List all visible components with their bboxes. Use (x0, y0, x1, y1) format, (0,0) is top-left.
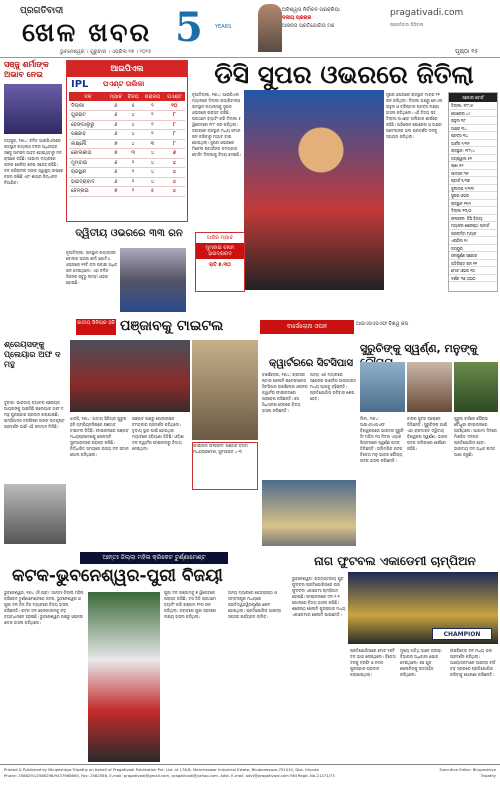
table-row (69, 101, 185, 111)
table-cell: ୪ (125, 120, 141, 130)
table-cell: ୪ (141, 168, 163, 178)
table-cell: ୪ (141, 149, 163, 159)
sidebar-photo (4, 84, 62, 134)
table-cell: ରାଜସ୍ଥାନ (69, 168, 107, 178)
table-cell: ହାଇଦ୍ରାବାଦ (69, 177, 107, 187)
football-col1: ଭୁବନେଶ୍ୱର: ରାଜ୍ୟସ୍ତରୀୟ ଯୁବ ଫୁଟବଲ ପ୍ରତିଯୋଗିତାରେ ନାଗ ଫୁଟବଲ ଏକାଡେମୀ ଚାମ୍ପିଅନ ହୋଇଛି। ଫାଇନାଲରେ ଦଳ ୨-୧ ଗୋଲରେ ବିଜୟ ହାସଲ କରିଛି। ଶ୍ରେଷ୍ଠ ଖେଳାଳି ପୁରସ୍କାର ମଧ୍ୟ ଏକାଡେମୀର ଖେଳାଳି ପାଇଛନ୍ତି। (292, 576, 346, 617)
table-cell: ୪ (141, 177, 163, 187)
tennis-tag: ବାର୍ସେଲୋନା ଓପନ (260, 320, 354, 334)
table-cell: ୪ (125, 111, 141, 121)
scoreboard-header: ସ୍କୋର ବୋର୍ଡ (449, 93, 497, 102)
hockey-headline: ପଞ୍ଜାବକୁ ଟାଇଟଲ (120, 318, 224, 334)
ipl-points-table (66, 60, 188, 222)
main-headline: ଡିସି ସୁପର ଓଭରରେ ଜିତିଲା (214, 60, 474, 89)
scoreboard-row: ଜୟପୁର (449, 245, 497, 253)
table-cell: ୩ (141, 139, 163, 149)
scoreboard-row: ପରବର୍ତ୍ତୀ ମ୍ୟାଚ (449, 230, 497, 238)
ipl-subtitle: ପଏଣ୍ଟ ତାଲିକା (103, 80, 145, 88)
scoreboard-row: ରାଜସ୍ଥାନ: ୧୮୮/୪ (449, 147, 497, 155)
imprint-line2: Phone: 2588291/2588298/9437968665, Fax: 2582586, E-mail: pragativadi@gmail.com, pragativadi@yahoo.com, Advt. E-mail: advt@pragativadi.com RNI Regd. No-21271/73 (4, 773, 335, 778)
table-cell: ୧୦ (164, 101, 185, 111)
section-band (0, 318, 500, 336)
shooting-col2: ଚୀନର ସୁଟର ବ୍ରୋଞ୍ଜ ଜିତିଛନ୍ତି। ସୁରୁଚିଙ୍କ ପାଇଁ ଏହା କ୍ରମାଗତ ଦ୍ୱିତୀୟ ବିଶ୍ୱକପ ସ୍ୱର୍ଣ୍ଣ। ଭାରତ ପଦକ ତାଲିକାରେ ଶୀର୍ଷରେ ରହିଛି। (407, 416, 448, 451)
scoreboard-row: ଅକ୍ଷର ୩୪ (449, 125, 497, 133)
table-cell: ୨ (141, 111, 163, 121)
table-cell: ୬ (107, 158, 125, 168)
table-row (69, 177, 185, 187)
table-header-cell: ମ୍ୟାଚ (107, 92, 125, 101)
table-cell: ୮ (164, 120, 185, 130)
match-info-teams: ମୁମ୍ବାଇ ବନାମ ହାଇଦ୍ରାବାଦ (196, 243, 244, 259)
scoreboard-row: ଆର୍ଚର ୨/୩୨ (449, 140, 497, 148)
table-cell: ୪ (164, 168, 185, 178)
match-info-time: ରାତି ୭.୩୦ (209, 262, 231, 268)
table-cell: ୮ (164, 130, 185, 140)
table-cell: ପଞ୍ଜାବ (69, 130, 107, 140)
match-info-top: ଆଜିର ମ୍ୟାଚ (196, 233, 244, 243)
table-cell: ୨ (141, 120, 163, 130)
women-cricket-col1: ଭୁବନେଶ୍ୱର, ୧୬ା୪ (ନି.ପ୍ର): ଆନ୍ତଃ ଜିଲ୍ଲା ମହିଳା କ୍ରିକେଟ ଟୁର୍ଣ୍ଣାମେଣ୍ଟରେ କଟକ, ଭୁବନେଶ୍ୱର ଓ ପୁରୀ ଦଳ ନିଜ ନିଜ ମ୍ୟାଚରେ ବିଜୟ ହାସଲ କରିଛନ୍ତି। କଟକ ଦଳ ଢେଙ୍କାନାଳକୁ ବଡ଼ ବ୍ୟବଧାନରେ ହରାଇଛି। ଭୁବନେଶ୍ୱର ପକ୍ଷରୁ ଓପନର ଶତକ ହାସଲ କରିଥିଲେ। (4, 590, 84, 625)
anniversary-numeral: 5 (175, 4, 203, 51)
women-cricket-col3: ଅନ୍ୟ ମ୍ୟାଚରେ କେନ୍ଦ୍ରାପଡ଼ା ଓ ସମ୍ବଲପୁର ମଧ୍ୟରେ ପ୍ରତିଦ୍ୱନ୍ଦ୍ୱିତାପୂର୍ଣ୍ଣ ଖେଳ ହୋଇଥିଲା। ପ୍ରତିଯୋଗିତା ଆସନ୍ତା ସପ୍ତାହ ପର୍ଯ୍ୟନ୍ତ ଚାଲିବ। (228, 590, 282, 619)
table-cell: ୨ (125, 187, 141, 197)
table-header-cell: ବିଜୟ (125, 92, 141, 101)
scoreboard-row: ସାମସନ ୩୧ (449, 170, 497, 178)
table-cell: ୨ (141, 130, 163, 140)
scoreboard-row: ମ୍ୟାଚର ଶ୍ରେଷ୍ଠ: ଷ୍ଟାର୍କ (449, 222, 497, 230)
trophy-photo (192, 340, 258, 440)
table-cell: ୭ (107, 149, 125, 159)
promo-red: ଦଳୀୟ ପ୍ରଚାର (282, 15, 312, 21)
award-text: ଦୁବାଇ: ଭାରତୀୟ ବ୍ୟାଟର ଶ୍ରେୟସ ଆୟରଙ୍କୁ ଆଇସିସି ପ୍ଲେୟାର ଅଫ ଦ ମନ୍ଥ ପୁରସ୍କାର ପ୍ରଦାନ କରାଯାଇଛି। ଚାମ୍ପିଅନ୍ସ ଟ୍ରଫିରେ ତାଙ୍କ ଉତ୍କୃଷ୍ଟ ପ୍ରଦର୍ଶନ ପାଇଁ ଏହି ସମ୍ମାନ ମିଳିଛି। (4, 400, 65, 429)
second-headline: ଦ୍ୱିତୀୟ ଓଭରରେ ୩୩ ରନ (75, 228, 183, 239)
table-cell: ଚେନ୍ନାଇ (69, 187, 107, 197)
scoreboard-row: ଏପ୍ରିଲ ୧୯ (449, 237, 497, 245)
table-cell: ଗୁଜରାଟ (69, 111, 107, 121)
second-story-text: ନୂଆଦିଲ୍ଲୀ: ରାଜସ୍ଥାନ ରୟାଲ୍ସର ବୋଲର ସନ୍ଦୀପ ଶର୍ମା ଗୋଟିଏ ଓଭରରେ ୧୧ଟି ବଲ ପକାଇ ଅଧିକ ରନ ଦେଇଥିଲେ। ଏହା ଚଳିତ ସିଜନର ସବୁଠୁ ଲମ୍ବା ଓଭର ହୋଇଛି। (66, 250, 118, 285)
scoreboard-row: ଫଳାଫଳ: ଡିସି ବିଜୟୀ (449, 215, 497, 223)
scoreboard-row: ସୁପର ଓଭର (449, 192, 497, 200)
table-header-cell: ପରାଜୟ (141, 92, 163, 101)
main-story-col2: ସୁପର ଓଭରରେ ରାଜସ୍ଥାନ ମାତ୍ର ୧୧ ରନ କରିଥିଲା। ଦିଲ୍ଲୀ ପକ୍ଷରୁ କେଏଲ ରାହୁଲ ଓ ଟ୍ରିଷ୍ଟାନ ଷ୍ଟବ୍ସ ଲକ୍ଷ୍ୟ ହାସଲ କରିଥିଲେ। ଏହି ବିଜୟ ସହ ଦିଲ୍ଲୀ ପଏଣ୍ଟ ତାଲିକାର ଶୀର୍ଷରେ ରହିଛି। ଅଭିଷେକ ପୋରେଲ ଓ ଅକ୍ଷର ପଟେଲଙ୍କ ଭଲ ପ୍ରଦର୍ଶନ ଦଳକୁ ସହାୟତା କରିଥିଲା। (386, 92, 443, 139)
table-cell: ୮ (164, 111, 185, 121)
table-cell: ଦିଲ୍ଲୀ (69, 101, 107, 111)
table-header-cell: ଦଳ (69, 92, 107, 101)
promo-photo (258, 4, 282, 52)
scoreboard (448, 92, 498, 292)
table-cell: ୭ (107, 187, 125, 197)
table-row (69, 149, 185, 159)
tennis-headline: କ୍ୱାର୍ଟରରେ ସିଟସିପାସ (268, 358, 354, 369)
table-cell: ୪ (164, 187, 185, 197)
shooter-photo (407, 362, 452, 412)
shooter-photo (360, 362, 405, 412)
cricketer-photo (88, 592, 160, 762)
table-cell: ୪ (164, 177, 185, 187)
table-cell: ୨ (125, 158, 141, 168)
women-cricket-tag: ଆନ୍ତଃ ଜିଲ୍ଲା ମହିଳା କ୍ରିକେଟ ଟୁର୍ଣ୍ଣାମେଣ୍ଟ (80, 552, 228, 564)
main-story-col1: ନୂଆଦିଲ୍ଲୀ, ୧୬ା୪: ଆଇପିଏଲ ମ୍ୟାଚରେ ଦିଲ୍ଲୀ କ୍ୟାପିଟାଲ୍ସ ରାଜସ୍ଥାନ ରୟାଲ୍ସକୁ ସୁପର ଓଭରରେ ପରାସ୍ତ କରିଛି। ପ୍ରଥମେ ବ୍ୟାଟିଂ କରି ଦିଲ୍ଲୀ ୫ ୱିକେଟରେ ୧୮୮ ରନ କରିଥିଲା। ଜବାବରେ ରାଜସ୍ଥାନ ମଧ୍ୟ ସମାନ ରନ କରିବାରୁ ମ୍ୟାଚ ଟାଇ ହୋଇଥିଲା। ସୁପର ଓଭରରେ ମିଚେଲ ଷ୍ଟାର୍କଙ୍କ ଚମତ୍କାର ବୋଲିଂ ଦିଲ୍ଲୀକୁ ବିଜୟ ଦେଇଛି। (192, 92, 241, 157)
promo-line: ଅବିଶ୍ୱାସ ନିର୍ବାଚନ ପ୍ରକ୍ରିୟା (282, 7, 340, 13)
shooter-photo (454, 362, 498, 412)
imprint-line1: Printed & Published by Bhupeshkya Tripathy on behalf of Pragativadi Publication Pvt. Ltd. at 178-B, Mancheswar Industrial Estate, Bhubaneswar-751010, Dist. Khurda (4, 767, 319, 772)
scoreboard-row: ଅତିରିକ୍ତ ରନ ୧୧ (449, 260, 497, 268)
scoreboard-row: ମୋଟ ଓଭର ୨୦ (449, 267, 497, 275)
table-cell: ୬ (164, 149, 185, 159)
table-cell: ୬ (107, 177, 125, 187)
table-cell: ୫ (141, 187, 163, 197)
head-promo (282, 6, 377, 30)
shooting-headline: ସୁରୁଚିଙ୍କୁ ସ୍ୱର୍ଣ୍ଣ, ମନୁଙ୍କୁ (360, 342, 478, 355)
scoreboard-row: ଦିଲ୍ଲୀ ୧୩/୦ (449, 207, 497, 215)
shooting-col3: ପୁରୁଷ ବର୍ଗରେ ସୌରଭ ଚୌଧୁରୀ ଫାଇନାଲରେ ପହଞ୍ଚିଥିଲେ। ଆଗାମୀ ଦିନରେ ମିଶ୍ରିତ ଦଳଗତ ପ୍ରତିଯୋଗିତା ହେବ। ଭାରତୀୟ ଦଳ ଅଧିକ ପଦକ ଆଶା କରୁଛି। (454, 416, 497, 457)
main-photo (244, 90, 384, 290)
table-cell: କୋଲକାତା (69, 149, 107, 159)
scoreboard-row: ରାଜସ୍ଥାନ ୧୧/୨ (449, 200, 497, 208)
anniversary-logo (175, 4, 245, 54)
ipl-title: ଆଇପିଏଲ (67, 61, 187, 77)
table-cell: ୮ (164, 139, 185, 149)
section-title: ଖେଳ ଖବର (22, 18, 152, 48)
scoreboard-row: ସମ୍ପୂର୍ଣ୍ଣ ସ୍କୋର (449, 252, 497, 260)
table-cell: ୪ (125, 139, 141, 149)
brand-name: ପ୍ରଗତିବାଦୀ (20, 6, 64, 16)
award-headline: ଶ୍ରେୟସଙ୍କୁ ପ୍ଲେୟାର ଅଫ ଦ ମନ୍ଥ (4, 340, 61, 369)
executive-editor: Executive Editor: Bhupeshkya Tripathy (439, 767, 496, 778)
table-cell: ବେଙ୍ଗାଲୁରୁ (69, 120, 107, 130)
scoreboard-row: ଦିଲ୍ଲୀ: ୧୮୮/୫ (449, 102, 497, 110)
scoreboard-row: ଷ୍ଟବ୍ସ ୩୪ (449, 132, 497, 140)
scoreboard-row: ଜୟସ୍ୱାଲ ୫୧ (449, 155, 497, 163)
table-row (69, 111, 185, 121)
sidebar-text: ଜୟପୁର, ୧୬ା୪: ଚଳିତ ଆଇପିଏଲରେ ରାଜସ୍ଥାନ ରୟାଲ୍ସ ଦଳର ଅଧିନାୟକ ସଞ୍ଜୁ ସାମସନ ଆହତ ହୋଇଥିବାରୁ ଦଳ ଚାପରେ ରହିଛି। ଆଗାମୀ ମ୍ୟାଚରେ ତାଙ୍କ ଖେଳିବା ନେଇ ସନ୍ଦେହ ରହିଛି। ଦଳ ପରିଚାଳନା ତାଙ୍କ ସ୍ୱାସ୍ଥ୍ୟ ଉପରେ ନଜର ରଖିଛି ଏବଂ ଶୀଘ୍ର ସିଦ୍ଧାନ୍ତ ନିଆଯିବ। (4, 138, 64, 185)
scoreboard-row: କୁଲଦୀପ ୨/୩୩ (449, 185, 497, 193)
football-headline: ନାଗ ଫୁଟବଲ ଏକାଡେମୀ ଚାମ୍ପିଅନ (314, 554, 476, 568)
scoreboard-row: ପୋରେଲ ୪୯ (449, 110, 497, 118)
table-row (69, 130, 185, 140)
masthead (0, 0, 500, 58)
anniversary-label: YEARS (215, 24, 232, 30)
scoreboard-row: ରାହୁଲ ୩୮ (449, 117, 497, 125)
football-col2: ପ୍ରତିଯୋଗିତାରେ ମୋଟ ୧୬ଟି ଦଳ ଭାଗ ନେଇଥିଲେ। ବିଜେତା ଦଳକୁ ଟ୍ରଫି ଓ ନଗଦ ପୁରସ୍କାର ପ୍ରଦାନ କରାଯାଇଥିଲା। (350, 648, 396, 677)
hockey-team-photo (70, 340, 190, 412)
promo-line3: ଆସନ୍ତା ପ୍ରତିଯୋଗିତା ମଞ୍ଚ (282, 23, 335, 29)
table-cell: ୬ (107, 101, 125, 111)
table-cell: ୬ (107, 130, 125, 140)
table-cell: ଲକ୍ଷ୍ନୌ (69, 139, 107, 149)
hockey-tag: ଜାତୀୟ ସିନିୟର ହକି (76, 319, 116, 335)
table-cell: ୨ (125, 168, 141, 178)
shooting-kicker: ଆଇଏସଏସଏଫ ବିଶ୍ୱ କପ (356, 321, 409, 327)
site-tagline: ପ୍ରଗତିବାଦୀ ଡିଜିଟାଲ (390, 22, 424, 27)
hockey-col1: ଝାନ୍ସି, ୧୬ା୪: ଜାତୀୟ ସିନିୟର ପୁରୁଷ ହକି ଚାମ୍ପିୟନସିପରେ ପଞ୍ଜାବ ଟାଇଟଲ ଜିତିଛି। ଫାଇନାଲରେ ପଞ୍ଜାବ ମଧ୍ୟପ୍ରଦେଶକୁ ପେନାଲ୍ଟି ସୁଟଆଉଟରେ ପରାସ୍ତ କରିଛି। ନିର୍ଦ୍ଧାରିତ ସମୟରେ ଉଭୟ ଦଳ ସମାନ ଗୋଲ କରିଥିଲେ। (70, 416, 129, 457)
table-cell: ୭ (107, 139, 125, 149)
table-cell: ୩ (125, 149, 141, 159)
ipl-logo: IPL (71, 79, 89, 90)
table-row (69, 139, 185, 149)
dateline: ଭୁବନେଶ୍ୱର । ଗୁରୁବାର । ଏପ୍ରିଲ ୧୭ । ୨୦୨୫ (60, 49, 152, 55)
tennis-col1: ବାର୍ସେଲୋନା, ୧୬ା୪: ଗ୍ରୀସର ଷ୍ଟାର ଖେଳାଳି ଷ୍ଟେଫାନୋସ ସିଟସିପାସ ବାର୍ସେଲୋନା ଓପନର କ୍ୱାର୍ଟର ଫାଇନାଲରେ ପ୍ରବେଶ କରିଛନ୍ତି। ସେ ସିଧାସଳଖ ସେଟରେ ବିଜୟ ହାସଲ କରିଛନ୍ତି। (262, 372, 308, 413)
table-cell: ୪ (141, 158, 163, 168)
player-photo (4, 484, 66, 544)
site-url[interactable]: pragativadi.com (390, 8, 464, 18)
table-row (69, 158, 185, 168)
cricket-photo (120, 248, 186, 312)
champion-banner: CHAMPION (432, 628, 492, 640)
table-cell: ୫ (125, 101, 141, 111)
shooting-col1: ଲିମା, ୧୬ା୪: ଆଇଏସଏସଏଫ ବିଶ୍ୱକପରେ ଭାରତର ସୁରୁଚି ସିଂ ମହିଳା ୧୦ ମିଟର ଏୟାର ପିସ୍ତଲରେ ସ୍ୱର୍ଣ୍ଣ ପଦକ ଜିତିଛନ୍ତି। ଅଲିମ୍ପିକ ପଦକ ବିଜେତା ମନୁ ଭାକର ରୌପ୍ୟ ପଦକ ହାସଲ କରିଛନ୍ତି। (360, 416, 404, 463)
left-sidebar (4, 60, 64, 308)
scoreboard-row: ରାଣା ୫୧ (449, 162, 497, 170)
match-info-box (195, 232, 245, 292)
women-cricket-col2: ପୁରୀ ଦଳ ଗଞ୍ଜାମକୁ ୭ ୱିକେଟରେ ପରାସ୍ତ କରିଛି। ଟସ ଜିତି ପ୍ରଥମେ ବ୍ୟାଟିଂ କରି ଗଞ୍ଜାମ ୧୨୦ ରନ କରିଥିଲା। ଜବାବରେ ପୁରୀ ସହଜରେ ଲକ୍ଷ୍ୟ ହାସଲ କରିଥିଲା। (164, 590, 217, 619)
table-cell: ୬ (107, 111, 125, 121)
football-col4: ଉପବିଜେତା ଦଳ ମଧ୍ୟ ଭଲ ପ୍ରଦର୍ଶନ କରିଥିଲା। ଆୟୋଜକମାନେ ଆସନ୍ତା ବର୍ଷ ବଡ଼ ସ୍ତରରେ ପ୍ରତିଯୋଗିତା କରିବାକୁ ଘୋଷଣା କରିଛନ୍ତି। (450, 648, 496, 677)
hockey-info-box: ଫାଇନାଲ ଫଳାଫଳ: ପଞ୍ଜାବ ବନାମ ମଧ୍ୟପ୍ରଦେଶ, ସୁଟଆଉଟ ୪-୩ (192, 442, 258, 490)
table-row (69, 187, 185, 197)
scoreboard-row: ଷ୍ଟାର୍କ ୧/୩୬ (449, 177, 497, 185)
table-cell: ୪ (125, 130, 141, 140)
table-cell: ୪ (164, 158, 185, 168)
table-cell: ମୁମ୍ବାଇ (69, 158, 107, 168)
table-row (69, 120, 185, 130)
scoreboard-row: ଦର୍ଶକ ୩୫,୦୦୦ (449, 275, 497, 283)
table-header-cell: ପଏଣ୍ଟ (164, 92, 185, 101)
table-cell: ୨ (125, 177, 141, 187)
page-number: ପୃଷ୍ଠା ୧୫ (455, 48, 479, 55)
tennis-col2: ଅନ୍ୟ ଏକ ମ୍ୟାଚରେ ସ୍ପେନର କାର୍ଲୋସ ଆଲକାରାଜ ମଧ୍ୟ ଆଗକୁ ବଢ଼ିଛନ୍ତି। ପ୍ରତିଯୋଗିତା ରବିବାର ଶେଷ ହେବ। (310, 372, 356, 401)
table-cell: ୧ (141, 101, 163, 111)
hockey-col2: ପଞ୍ଜାବ ପକ୍ଷରୁ ଗୋଲରକ୍ଷକ ଚମତ୍କାର ପ୍ରଦର୍ଶନ କରିଥିଲେ। ତୃତୀୟ ସ୍ଥାନ ପାଇଁ ହୋଇଥିବା ମ୍ୟାଚରେ ହରିୟାଣା ଜିତିଛି। ଓଡ଼ିଶା ଦଳ କ୍ୱାର୍ଟର ଫାଇନାଲରୁ ବିଦାୟ ନେଇଥିଲା। (132, 416, 184, 451)
tennis-photo (262, 480, 356, 546)
table-row (69, 168, 185, 178)
football-col3: ମୁଖ୍ୟ ଅତିଥି ଭାବେ କ୍ରୀଡ଼ା ବିଭାଗର ଅଧିକାରୀ ଯୋଗ ଦେଇଥିଲେ। ସେ ଯୁବ ଖେଳାଳିଙ୍କୁ ଉତ୍ସାହିତ କରିଥିଲେ। (400, 648, 442, 677)
women-cricket-headline: କଟକ-ଭୁବନେଶ୍ୱର-ପୁରୀ ବିଜୟୀ (12, 566, 223, 586)
points-table (69, 92, 185, 197)
imprint-footer (0, 764, 500, 788)
table-cell: ୬ (107, 120, 125, 130)
sidebar-headline: ସଞ୍ଜୁ ଶର୍ମାଙ୍କ ଅଭାବ ନେଇ (4, 60, 49, 79)
table-cell: ୬ (107, 168, 125, 178)
